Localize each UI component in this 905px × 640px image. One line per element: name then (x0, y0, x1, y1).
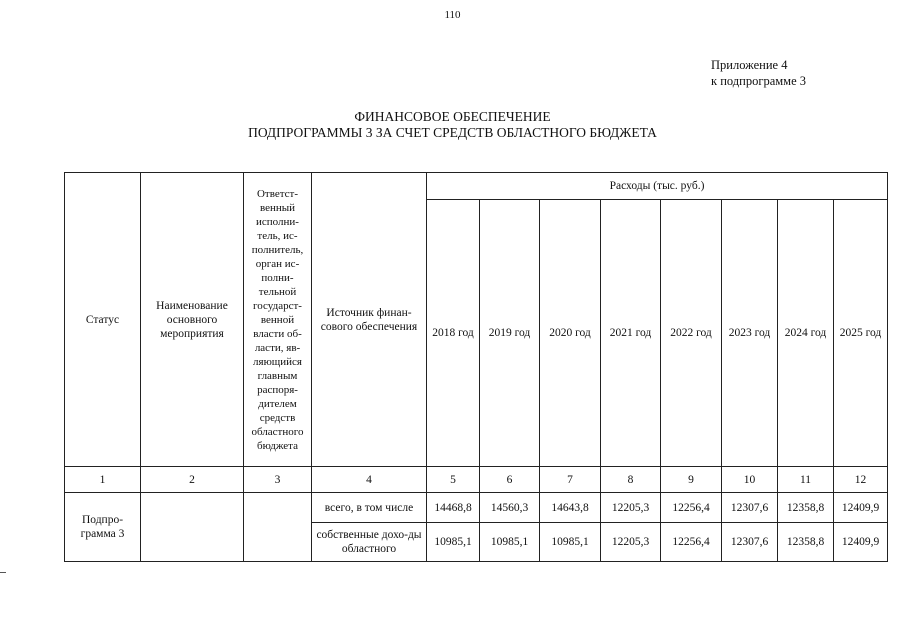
column-number: 2 (141, 467, 244, 493)
header-year: 2023 год (722, 200, 778, 467)
column-number: 11 (778, 467, 834, 493)
document-title (0, 109, 905, 141)
column-number: 8 (601, 467, 661, 493)
source-cell: собственные дохо-ды областного (312, 523, 427, 562)
value-cell: 12256,4 (661, 493, 722, 523)
value-cell: 14468,8 (427, 493, 480, 523)
column-number: 3 (244, 467, 312, 493)
appendix-line-2: к подпрограмме 3 (711, 74, 806, 88)
column-number: 1 (65, 467, 141, 493)
responsible-cell (244, 493, 312, 562)
header-year: 2020 год (540, 200, 601, 467)
value-cell: 12307,6 (722, 523, 778, 562)
header-year: 2025 год (834, 200, 888, 467)
header-year: 2021 год (601, 200, 661, 467)
value-cell: 12409,9 (834, 523, 888, 562)
header-expenses: Расходы (тыс. руб.) (427, 173, 888, 200)
value-cell: 12409,9 (834, 493, 888, 523)
financing-table (64, 172, 888, 562)
value-cell: 10985,1 (427, 523, 480, 562)
value-cell: 12358,8 (778, 523, 834, 562)
table-row (65, 493, 888, 523)
header-year: 2019 год (480, 200, 540, 467)
appendix-note (711, 57, 806, 89)
title-line-2: ПОДПРОГРАММЫ 3 ЗА СЧЕТ СРЕДСТВ ОБЛАСТНОГО БЮДЖЕТА (248, 125, 657, 140)
value-cell: 10985,1 (540, 523, 601, 562)
column-number: 4 (312, 467, 427, 493)
measure-cell (141, 493, 244, 562)
value-cell: 14643,8 (540, 493, 601, 523)
column-number: 7 (540, 467, 601, 493)
value-cell: 12205,3 (601, 523, 661, 562)
value-cell: 12205,3 (601, 493, 661, 523)
value-cell: 12358,8 (778, 493, 834, 523)
status-cell: Подпро-грамма 3 (65, 493, 141, 562)
value-cell: 10985,1 (480, 523, 540, 562)
column-number: 10 (722, 467, 778, 493)
column-number: 12 (834, 467, 888, 493)
column-number: 9 (661, 467, 722, 493)
header-source: Источник финан-сового обеспечения (312, 173, 427, 467)
column-number: 6 (480, 467, 540, 493)
margin-mark (0, 572, 6, 573)
header-measure: Наименование основного мероприятия (141, 173, 244, 467)
column-number: 5 (427, 467, 480, 493)
value-cell: 12256,4 (661, 523, 722, 562)
header-year: 2024 год (778, 200, 834, 467)
page-number: 110 (444, 9, 461, 21)
header-year: 2018 год (427, 200, 480, 467)
header-responsible: Ответст-венный исполни-тель, ис-полнитель, орган ис-полни-тельной государст-венной власти об-ласти, яв-ляющийся главным распоря-дителем средств областного бюджета (244, 173, 312, 467)
header-status: Статус (65, 173, 141, 467)
value-cell: 12307,6 (722, 493, 778, 523)
column-number-row (65, 467, 888, 493)
source-cell: всего, в том числе (312, 493, 427, 523)
title-line-1: ФИНАНСОВОЕ ОБЕСПЕЧЕНИЕ (354, 109, 551, 124)
header-year: 2022 год (661, 200, 722, 467)
value-cell: 14560,3 (480, 493, 540, 523)
appendix-line-1: Приложение 4 (711, 58, 788, 72)
